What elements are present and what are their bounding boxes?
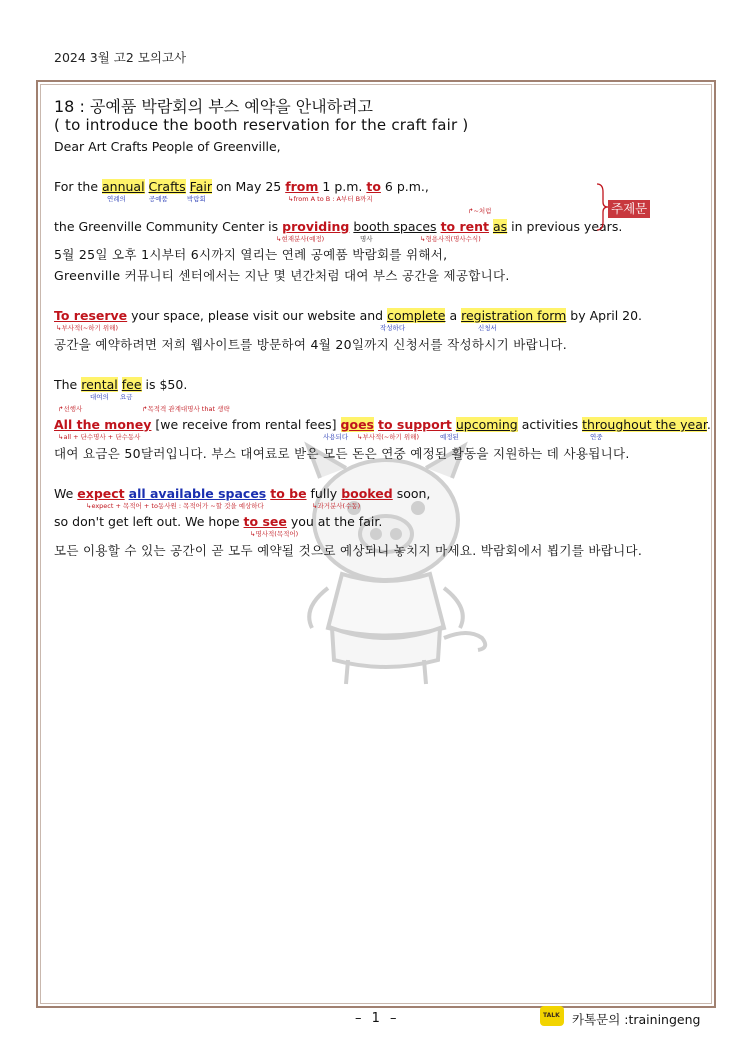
question-title-english: ( to introduce the booth reservation for the craft fair ): [54, 116, 469, 134]
kakaotalk-icon: [540, 1006, 564, 1026]
text: you at the fair.: [286, 514, 383, 529]
text: The: [54, 377, 82, 392]
note-to-see: ↳명사적(목적어): [250, 530, 299, 538]
to-see-word: to see: [243, 514, 287, 529]
korean-translation-3: 대여 요금은 50달러입니다. 부스 대여료로 받은 모든 돈은 연중 예정된 활동을 지원하는 데 사용됩니다.: [54, 446, 630, 461]
registration-form-word: registration form: [461, 308, 567, 323]
text: your space, please visit our website and: [127, 308, 388, 323]
sentence-2: [54, 219, 622, 235]
note-complete: 작성하다: [380, 324, 406, 332]
text: is $50.: [141, 377, 188, 392]
note-rental: 대여의: [90, 393, 109, 401]
text: activities: [517, 417, 583, 432]
goes-word: goes: [340, 417, 374, 432]
page-number: – 1 –: [355, 1011, 400, 1026]
note-upcoming: 예정된: [440, 433, 459, 441]
text: We: [54, 486, 78, 501]
to-rent-word: to rent: [440, 219, 489, 234]
text: 6 p.m.,: [380, 179, 429, 194]
note-goes: 사용되다: [323, 433, 349, 441]
note-antecedent: ↱선행사: [58, 405, 83, 413]
annual-word: annual: [102, 179, 145, 194]
text: .: [706, 417, 711, 432]
note-registration-form: 신청서: [478, 324, 497, 332]
to-support-word: to support: [377, 417, 452, 432]
booked-word: booked: [341, 486, 393, 501]
text: fully: [306, 486, 342, 501]
talk-badge-text: TALK: [543, 1012, 560, 1019]
text: so don't get left out. We hope: [54, 514, 244, 529]
note-crafts: 공예품: [149, 195, 168, 203]
upcoming-word: upcoming: [455, 417, 518, 432]
note-to-reserve: ↳부사적(~하기 위해): [56, 324, 118, 332]
note-all: ↳all + 단수명사 + 단수동사: [58, 433, 141, 441]
note-fair: 박람회: [187, 195, 206, 203]
crafts-word: Crafts: [148, 179, 186, 194]
note-as: ↱~처럼: [468, 207, 492, 215]
sentence-6: [54, 486, 430, 502]
to-be-word: to be: [270, 486, 307, 501]
from-word: from: [285, 179, 319, 194]
korean-translation-2: 공간을 예약하려면 저희 웹사이트를 방문하여 4월 20일까지 신청서를 작성하시기 바랍니다.: [54, 337, 567, 352]
to-word: to: [366, 179, 381, 194]
note-throughout: 연중: [590, 433, 603, 441]
as-word: as: [492, 219, 508, 234]
complete-word: complete: [387, 308, 446, 323]
throughout-the-year-word: throughout the year: [582, 417, 707, 432]
text: on May 25: [211, 179, 286, 194]
text: soon,: [392, 486, 431, 501]
note-annual: 연례의: [107, 195, 126, 203]
text: a: [445, 308, 462, 323]
exam-header: 2024 3월 고2 모의고사: [54, 50, 187, 65]
note-booked: ↳과거분사(수동): [312, 502, 361, 510]
text: [we receive from rental fees]: [151, 417, 341, 432]
note-providing: ↳현재분사(예정): [276, 235, 325, 243]
rental-word: rental: [81, 377, 118, 392]
to-reserve-word: To reserve: [54, 308, 128, 323]
booth-spaces-word: booth spaces: [353, 219, 437, 234]
all-the-money-word: All the money: [54, 417, 152, 432]
note-expect: ↳expect + 목적어 + to동사원 : 목적어가 ~할 것을 예상하다: [86, 502, 264, 510]
note-relative-pronoun: ↱목적격 관계대명사 that 생략: [142, 405, 230, 413]
note-booth: 명사: [360, 235, 373, 243]
all-available-spaces-word: all available spaces: [128, 486, 267, 501]
pig-watermark-icon: [268, 438, 504, 690]
text: the Greenville Community Center is: [54, 219, 283, 234]
fee-word: fee: [121, 377, 142, 392]
text: For the: [54, 179, 102, 194]
topic-brace-icon: [595, 182, 609, 232]
topic-sentence-badge: 주제문: [608, 200, 650, 218]
expect-word: expect: [77, 486, 125, 501]
note-to-support: ↳부사적(~하기 위해): [357, 433, 419, 441]
kakaotalk-contact: 카톡문의 :trainingeng: [572, 1012, 701, 1027]
korean-translation-4: 모든 이용할 수 있는 공간이 곧 모두 예약될 것으로 예상되니 놓치지 마세요. 박람회에서 뵙기를 바랍니다.: [54, 543, 643, 558]
text: by April 20.: [566, 308, 643, 323]
greeting: Dear Art Crafts People of Greenville,: [54, 139, 281, 154]
note-to-rent: ↳형용사적(명사수식): [420, 235, 481, 243]
sentence-7: [54, 514, 382, 530]
sentence-3: [54, 308, 642, 324]
korean-translation-1b: Greenville 커뮤니티 센터에서는 지난 몇 년간처럼 대여 부스 공간을 제공합니다.: [54, 268, 510, 283]
sentence-1: [54, 179, 429, 195]
note-from-to: ↳from A to B : A부터 B까지: [288, 195, 373, 203]
providing-word: providing: [282, 219, 350, 234]
question-title: 18 : 공예품 박람회의 부스 예약을 안내하려고: [54, 97, 374, 116]
sentence-4: [54, 377, 187, 393]
note-fee: 요금: [120, 393, 133, 401]
korean-translation-1a: 5월 25일 오후 1시부터 6시까지 열리는 연례 공예품 박람회를 위해서,: [54, 247, 448, 262]
sentence-5: [54, 417, 711, 433]
text: in previous years.: [507, 219, 623, 234]
text: 1 p.m.: [318, 179, 367, 194]
fair-word: Fair: [189, 179, 212, 194]
